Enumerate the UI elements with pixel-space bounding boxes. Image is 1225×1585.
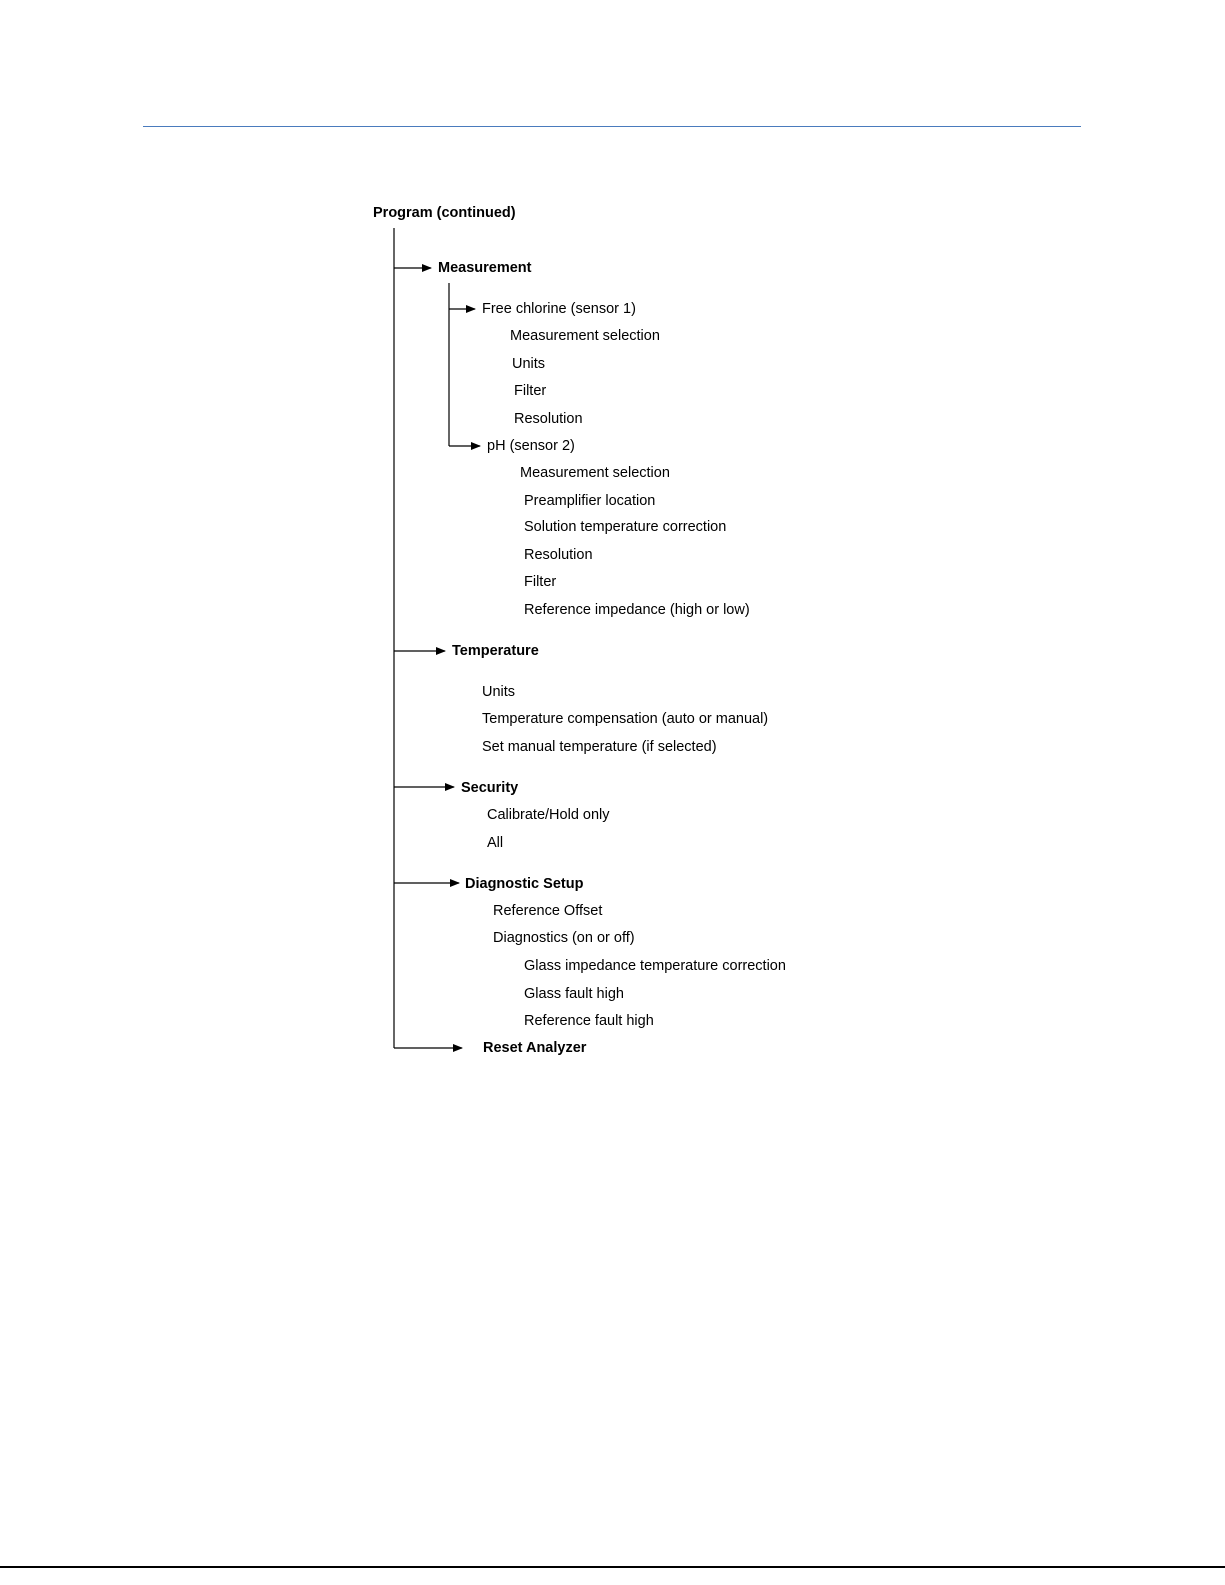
- ph-item-resolution: Resolution: [524, 547, 593, 563]
- ph-item-filter: Filter: [524, 574, 557, 590]
- ph-label: pH (sensor 2): [487, 438, 575, 454]
- program-title: Program (continued): [373, 205, 516, 221]
- diag-subitem-reference-fault-high: Reference fault high: [524, 1013, 654, 1029]
- ph-item-reference-impedance: Reference impedance (high or low): [524, 602, 750, 618]
- diag-subitem-glass-fault-high: Glass fault high: [524, 986, 624, 1002]
- temp-item-manual-temperature: Set manual temperature (if selected): [482, 739, 717, 755]
- measurement-label: Measurement: [438, 260, 532, 276]
- ph-item-preamplifier-location: Preamplifier location: [524, 493, 656, 509]
- temp-item-compensation: Temperature compensation (auto or manual): [482, 711, 769, 727]
- reset-analyzer-label: Reset Analyzer: [483, 1040, 587, 1056]
- fc-item-measurement-selection: Measurement selection: [510, 328, 660, 344]
- fc-item-units: Units: [512, 356, 546, 372]
- diagnostic-setup-label: Diagnostic Setup: [465, 876, 584, 892]
- diag-item-reference-offset: Reference Offset: [493, 903, 603, 919]
- security-item-all: All: [487, 835, 504, 851]
- free-chlorine-label: Free chlorine (sensor 1): [482, 301, 636, 317]
- fc-item-filter: Filter: [514, 383, 547, 399]
- ph-item-measurement-selection: Measurement selection: [520, 465, 670, 481]
- security-item-calibrate-hold: Calibrate/Hold only: [487, 807, 610, 823]
- temp-item-units: Units: [482, 684, 516, 700]
- security-label: Security: [461, 780, 519, 796]
- footer-rule: [0, 1566, 1225, 1568]
- diag-subitem-glass-impedance: Glass impedance temperature correction: [524, 958, 786, 974]
- diag-item-diagnostics: Diagnostics (on or off): [493, 930, 635, 946]
- fc-item-resolution: Resolution: [514, 411, 583, 427]
- ph-item-solution-temperature-correction: Solution temperature correction: [524, 519, 727, 535]
- temperature-label: Temperature: [452, 643, 539, 659]
